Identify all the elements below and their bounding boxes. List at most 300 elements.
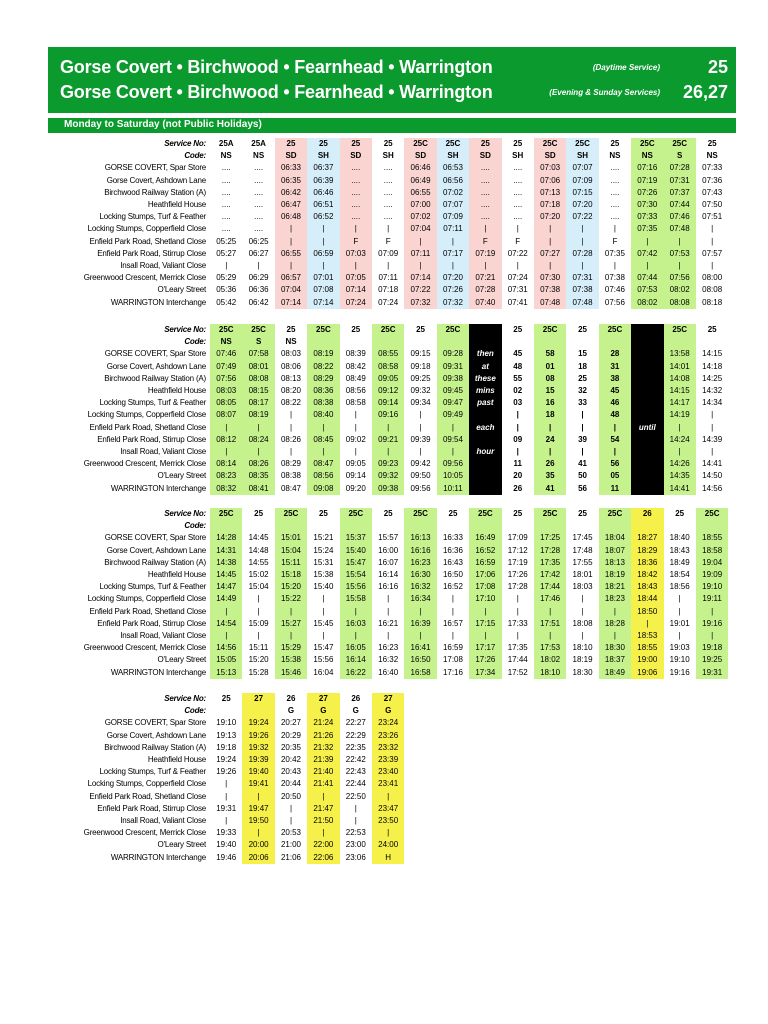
time-cell: 19:18 <box>696 642 729 654</box>
time-cell: 07:38 <box>534 284 566 296</box>
time-cell: 16:14 <box>378 570 399 580</box>
row-label: Enfield Park Road, Shetland Close <box>89 422 207 432</box>
time-cell: 07:02 <box>437 187 469 199</box>
time-cell: | <box>289 422 293 432</box>
time-cell: 20:06 <box>242 852 274 864</box>
time-cell: 21:41 <box>307 778 339 790</box>
time-cell: .... <box>254 187 264 197</box>
time-cell: 08:32 <box>210 483 242 495</box>
time-cell <box>631 483 663 495</box>
time-cell: 07:01 <box>307 272 339 284</box>
service-number-cell: 25 <box>513 139 523 148</box>
time-cell: | <box>566 236 598 248</box>
time-cell: 18:49 <box>599 667 631 679</box>
time-cell: 07:30 <box>631 199 663 211</box>
service-number-cell: 25C <box>275 508 307 520</box>
time-cell: | <box>307 446 339 458</box>
row-label: Enfield Park Road, Stirrup Close <box>97 434 207 444</box>
time-cell: | <box>322 606 325 616</box>
service-number-cell: 25 <box>318 509 328 518</box>
time-cell: 54 <box>599 434 631 446</box>
time-cell: | <box>225 816 228 826</box>
time-cell: .... <box>513 163 523 173</box>
time-cell: past <box>469 397 501 409</box>
row-label: Greenwood Crescent, Merrick Close <box>83 828 207 838</box>
time-cell: mins <box>469 385 501 397</box>
row-label: Heathfield House <box>147 755 207 765</box>
table-row <box>48 324 728 336</box>
time-cell: | <box>322 594 325 604</box>
time-cell: 07:36 <box>702 175 723 185</box>
time-cell: 31 <box>599 361 631 373</box>
time-cell: F <box>612 236 618 246</box>
service-number-cell: 25 <box>448 509 458 518</box>
time-cell: 09:38 <box>372 483 404 495</box>
time-cell: 17:33 <box>507 618 528 628</box>
time-cell: 07:57 <box>702 248 723 258</box>
time-cell: 15:40 <box>313 582 334 592</box>
time-cell: 15 <box>578 349 587 359</box>
time-cell: 09:08 <box>307 483 339 495</box>
time-cell: 17:55 <box>572 557 593 567</box>
time-cell: | <box>225 779 228 789</box>
time-cell: 07:14 <box>340 284 372 296</box>
service-number-cell: 25 <box>383 509 393 518</box>
service-number-cell: 25C <box>599 324 631 336</box>
time-cell: | <box>696 606 729 618</box>
service-code-cell <box>307 520 339 532</box>
service-number-cell: 25C <box>437 138 469 150</box>
time-cell: 14:47 <box>210 581 242 593</box>
time-cell: 06:39 <box>307 175 339 187</box>
service-code-cell: SH <box>512 151 524 161</box>
time-cell: | <box>534 236 566 248</box>
service-code-cell: SH <box>566 150 598 162</box>
service-code-cell <box>502 520 534 532</box>
time-cell: 08:00 <box>702 273 723 283</box>
time-cell: 07:30 <box>534 272 566 284</box>
row-label: Code: <box>184 337 207 347</box>
time-cell: 09:34 <box>410 398 431 408</box>
time-cell: 16:32 <box>378 655 399 665</box>
time-cell: .... <box>340 175 372 187</box>
time-cell: 07:33 <box>631 211 663 223</box>
time-cell: 08:19 <box>242 409 274 421</box>
time-cell: 07:02 <box>404 211 436 223</box>
time-cell: 06:53 <box>437 162 469 174</box>
time-cell: 18:44 <box>631 593 663 605</box>
time-cell: 07:24 <box>507 273 528 283</box>
time-cell: 07:22 <box>566 211 598 223</box>
time-cell: 15:04 <box>275 545 307 557</box>
time-cell: 08:08 <box>242 373 274 385</box>
service-number-cell: 25C <box>534 138 566 150</box>
time-cell <box>631 409 663 421</box>
time-cell: 15:04 <box>248 582 269 592</box>
table-row <box>48 397 728 409</box>
table-row <box>48 815 404 827</box>
time-cell: | <box>711 422 714 432</box>
time-cell: 48 <box>513 361 523 371</box>
time-cell: 07:31 <box>566 272 598 284</box>
service-period: (Daytime Service) <box>592 63 660 72</box>
service-code-cell: NS <box>220 151 232 161</box>
timetable-section-1 <box>48 138 728 309</box>
time-cell: 07:48 <box>534 297 566 309</box>
time-cell: 17:26 <box>507 570 528 580</box>
table-row <box>48 557 728 569</box>
time-cell: | <box>711 261 714 271</box>
service-number-cell: 25 <box>340 138 372 150</box>
time-cell: 08:13 <box>280 373 302 383</box>
time-cell: 08:47 <box>307 458 339 470</box>
row-label: Service No: <box>164 139 207 148</box>
time-cell: 18:13 <box>599 557 631 569</box>
service-number-cell: 25 <box>351 325 361 334</box>
time-cell: 21:26 <box>307 730 339 742</box>
time-cell: hour <box>469 446 501 458</box>
time-cell: | <box>534 446 566 458</box>
time-cell: 15:40 <box>340 545 372 557</box>
time-cell: | <box>340 606 372 618</box>
time-cell: 46 <box>599 397 631 409</box>
time-cell: 08:45 <box>307 434 339 446</box>
service-number-cell: 25 <box>578 325 587 334</box>
row-label: Birchwood Railway Station (A) <box>104 557 207 567</box>
time-cell: 06:46 <box>404 162 436 174</box>
time-cell: .... <box>221 187 231 197</box>
time-cell: .... <box>610 187 620 197</box>
time-cell: 11 <box>599 483 631 495</box>
time-cell: 15:56 <box>313 655 334 665</box>
service-code-cell <box>242 705 274 717</box>
time-cell: 07:15 <box>566 187 598 199</box>
time-cell: 19:25 <box>696 654 729 666</box>
service-period: (Evening & Sunday Services) <box>549 88 660 97</box>
time-cell: 07:32 <box>437 297 469 309</box>
time-cell: 07:09 <box>437 211 469 223</box>
time-cell: 22:35 <box>345 742 366 752</box>
time-cell: | <box>419 422 422 432</box>
time-cell: these <box>469 373 501 385</box>
service-code-cell <box>599 520 631 532</box>
time-cell: 16:59 <box>442 643 463 653</box>
time-cell: | <box>566 223 598 235</box>
time-cell: 23:00 <box>345 840 366 850</box>
time-cell: 09:31 <box>437 361 469 373</box>
time-cell: 14:56 <box>702 483 723 493</box>
row-label: Gorse Covert, Ashdown Lane <box>106 361 207 371</box>
time-cell: | <box>451 606 454 616</box>
time-cell: 16:23 <box>404 557 436 569</box>
service-code-cell <box>469 336 501 348</box>
time-cell: 09:25 <box>410 373 431 383</box>
time-cell: 14:15 <box>664 385 696 397</box>
time-cell: 15:56 <box>340 581 372 593</box>
table-row <box>48 348 728 360</box>
time-cell: 19:10 <box>696 581 729 593</box>
time-cell: 21:00 <box>280 840 301 850</box>
time-cell: 15:01 <box>275 532 307 544</box>
time-cell: 16:52 <box>442 582 463 592</box>
time-cell: 18:55 <box>696 532 729 544</box>
service-code-cell <box>664 520 696 532</box>
time-cell: 16:59 <box>469 557 501 569</box>
time-cell: 08:26 <box>242 458 274 470</box>
time-cell: 17:25 <box>534 532 566 544</box>
row-label: Locking Stumps, Copperfield Close <box>87 410 207 420</box>
time-cell: 15:11 <box>248 643 269 653</box>
time-cell: 35 <box>534 470 566 482</box>
table-row <box>48 211 728 223</box>
service-code-cell: NS <box>285 337 297 347</box>
time-cell: 09:28 <box>437 348 469 360</box>
service-code-cell <box>631 520 663 532</box>
time-cell: 07:14 <box>307 297 339 309</box>
service-code-cell <box>307 336 339 348</box>
row-label: Insall Road, Valiant Close <box>120 816 207 826</box>
time-cell: 07:13 <box>534 187 566 199</box>
time-cell: 16:52 <box>469 545 501 557</box>
time-cell: 22:29 <box>345 730 366 740</box>
time-cell: 18:07 <box>599 545 631 557</box>
time-cell <box>631 397 663 409</box>
time-cell: F <box>340 236 372 248</box>
time-cell: 14:50 <box>702 471 723 481</box>
time-cell: 08:40 <box>307 409 339 421</box>
time-cell: 07:41 <box>507 297 528 307</box>
time-cell: 15:58 <box>340 593 372 605</box>
table-row <box>48 373 728 385</box>
time-cell: 23:41 <box>372 778 404 790</box>
time-cell: | <box>664 236 696 248</box>
row-label: Service No: <box>164 325 207 334</box>
time-cell: | <box>387 594 390 604</box>
time-cell: 17:16 <box>442 667 463 677</box>
service-code-cell <box>664 336 696 348</box>
time-cell: | <box>469 260 501 272</box>
row-label: Locking Stumps, Turf & Feather <box>99 398 207 408</box>
row-label: Heathfield House <box>147 570 207 580</box>
time-cell: 18:04 <box>599 532 631 544</box>
service-number-cell: 25 <box>275 138 307 150</box>
time-cell: | <box>210 606 242 618</box>
time-cell: 16:14 <box>340 654 372 666</box>
table-row <box>48 642 728 654</box>
time-cell: 15:57 <box>378 533 399 543</box>
time-cell: 24:00 <box>372 839 404 851</box>
time-cell: 06:59 <box>307 248 339 260</box>
time-cell: 05:25 <box>216 236 237 246</box>
time-cell: 19:26 <box>216 767 237 777</box>
time-cell: | <box>516 422 519 432</box>
table-row <box>48 336 728 348</box>
time-cell: 07:50 <box>702 200 723 210</box>
time-cell: | <box>275 606 307 618</box>
service-number-cell: 25 <box>307 138 339 150</box>
time-cell: 17:51 <box>534 618 566 630</box>
row-label: Enfield Park Road, Shetland Close <box>89 791 207 801</box>
time-cell: 15:24 <box>313 545 334 555</box>
table-row <box>48 272 728 284</box>
time-cell: 21:24 <box>307 717 339 729</box>
time-cell: .... <box>513 187 523 197</box>
time-cell: | <box>516 594 519 604</box>
time-cell <box>469 483 501 495</box>
time-cell: | <box>340 630 372 642</box>
time-cell: 14:01 <box>664 361 696 373</box>
row-label: Enfield Park Road, Stirrup Close <box>97 618 207 628</box>
time-cell: 16:21 <box>378 618 399 628</box>
time-cell: 07:11 <box>378 273 398 283</box>
service-number-cell <box>469 324 501 336</box>
time-cell: .... <box>340 187 372 199</box>
time-cell: 16:04 <box>313 667 334 677</box>
time-cell: 08:41 <box>242 483 274 495</box>
time-cell: | <box>631 236 663 248</box>
time-cell: | <box>664 422 696 434</box>
table-row <box>48 705 404 717</box>
time-cell: 19:46 <box>216 852 237 862</box>
table-row <box>48 693 404 705</box>
service-code-cell: NS <box>706 151 718 161</box>
time-cell: 07:46 <box>210 348 242 360</box>
time-cell: 07:24 <box>378 297 399 307</box>
time-cell: 07:28 <box>664 162 696 174</box>
service-code-cell <box>210 520 242 532</box>
service-number-cell: 25C <box>534 508 566 520</box>
time-cell: .... <box>383 200 393 210</box>
time-cell: 09:56 <box>437 458 469 470</box>
row-label: WARRINGTON Interchange <box>110 667 207 677</box>
time-cell: 23:47 <box>372 803 404 815</box>
time-cell: 19:24 <box>242 717 274 729</box>
time-cell: 18:42 <box>631 569 663 581</box>
service-code-cell: SH <box>382 151 394 161</box>
route-title: Gorse Covert • Birchwood • Fearnhead • Warrington <box>60 82 493 102</box>
time-cell: 20:44 <box>280 779 301 789</box>
time-cell: 16:07 <box>378 557 399 567</box>
time-cell: 15:11 <box>275 557 307 569</box>
time-cell: | <box>242 422 274 434</box>
time-cell: 18:56 <box>669 582 690 592</box>
time-cell: 07:44 <box>664 199 696 211</box>
time-cell: 21:06 <box>280 852 301 862</box>
time-cell: | <box>257 606 260 616</box>
service-number-cell: 25C <box>566 138 598 150</box>
time-cell: .... <box>610 212 620 222</box>
time-cell: 08:14 <box>210 458 242 470</box>
time-cell: 08:38 <box>280 471 302 481</box>
service-number-cell: 25C <box>404 508 436 520</box>
service-code-cell: SD <box>275 150 307 162</box>
time-cell: .... <box>221 163 231 173</box>
row-label: Heathfield House <box>147 200 207 210</box>
time-cell: 18:27 <box>631 532 663 544</box>
service-number-cell: 25C <box>696 508 729 520</box>
service-code-cell <box>696 520 729 532</box>
header-row-daytime <box>60 57 730 83</box>
time-cell <box>631 373 663 385</box>
time-cell: 07:35 <box>604 248 625 258</box>
time-cell: 06:46 <box>307 187 339 199</box>
service-code-cell: SD <box>469 150 501 162</box>
time-cell: 26 <box>513 483 523 493</box>
time-cell: | <box>451 631 454 641</box>
time-cell: 06:29 <box>248 273 269 283</box>
row-label: Code: <box>184 521 207 531</box>
row-label: Locking Stumps, Turf & Feather <box>99 767 207 777</box>
time-cell: 24 <box>534 434 566 446</box>
time-cell: | <box>307 791 339 803</box>
time-cell: 17:35 <box>534 557 566 569</box>
time-cell: 14:39 <box>702 434 723 444</box>
time-cell: 23:06 <box>345 852 366 862</box>
time-cell: 21:32 <box>307 742 339 754</box>
time-cell: | <box>581 606 584 616</box>
time-cell: 17:53 <box>534 642 566 654</box>
service-code-cell <box>275 520 307 532</box>
service-number-cell: 25C <box>469 508 501 520</box>
service-code-cell <box>210 705 242 717</box>
time-cell: | <box>257 594 260 604</box>
time-cell: 20:50 <box>280 791 301 801</box>
time-cell: 08:39 <box>345 349 366 359</box>
timetable-section-3 <box>48 508 728 679</box>
time-cell: .... <box>610 163 620 173</box>
time-cell: 08:29 <box>307 373 339 385</box>
time-cell: 19:06 <box>631 667 663 679</box>
time-cell: 22:53 <box>345 828 366 838</box>
time-cell: | <box>210 446 242 458</box>
time-cell: 19:26 <box>242 730 274 742</box>
time-cell: .... <box>254 212 264 222</box>
time-cell: 15:05 <box>210 654 242 666</box>
time-cell: 07:03 <box>534 162 566 174</box>
time-cell: .... <box>469 175 501 187</box>
time-cell: 19:09 <box>696 569 729 581</box>
time-cell: 22:43 <box>345 767 366 777</box>
time-cell: 16:22 <box>340 667 372 679</box>
time-cell: 07:35 <box>631 223 663 235</box>
time-cell: .... <box>340 162 372 174</box>
time-cell: 55 <box>513 373 523 383</box>
time-cell: 06:42 <box>248 297 269 307</box>
time-cell: F <box>515 236 521 246</box>
time-cell: 14:45 <box>210 569 242 581</box>
time-cell: | <box>451 594 454 604</box>
time-cell: | <box>678 631 681 641</box>
time-cell: 08 <box>534 373 566 385</box>
service-number-cell: 25 <box>578 509 587 518</box>
row-label: Service No: <box>164 509 207 518</box>
service-code-cell <box>599 336 631 348</box>
time-cell: 45 <box>513 349 523 359</box>
time-cell: | <box>613 261 616 271</box>
time-cell: 22:50 <box>345 791 366 801</box>
time-cell: 16:16 <box>404 545 436 557</box>
time-cell: 06:49 <box>404 175 436 187</box>
time-cell: 17:42 <box>534 569 566 581</box>
time-cell: 06:42 <box>275 187 307 199</box>
time-cell: then <box>469 348 501 360</box>
time-cell: .... <box>469 199 501 211</box>
service-code-cell <box>437 336 469 348</box>
service-code-cell <box>372 336 404 348</box>
time-cell <box>631 446 663 458</box>
service-code-cell <box>469 520 501 532</box>
time-cell: 07:53 <box>664 248 696 260</box>
